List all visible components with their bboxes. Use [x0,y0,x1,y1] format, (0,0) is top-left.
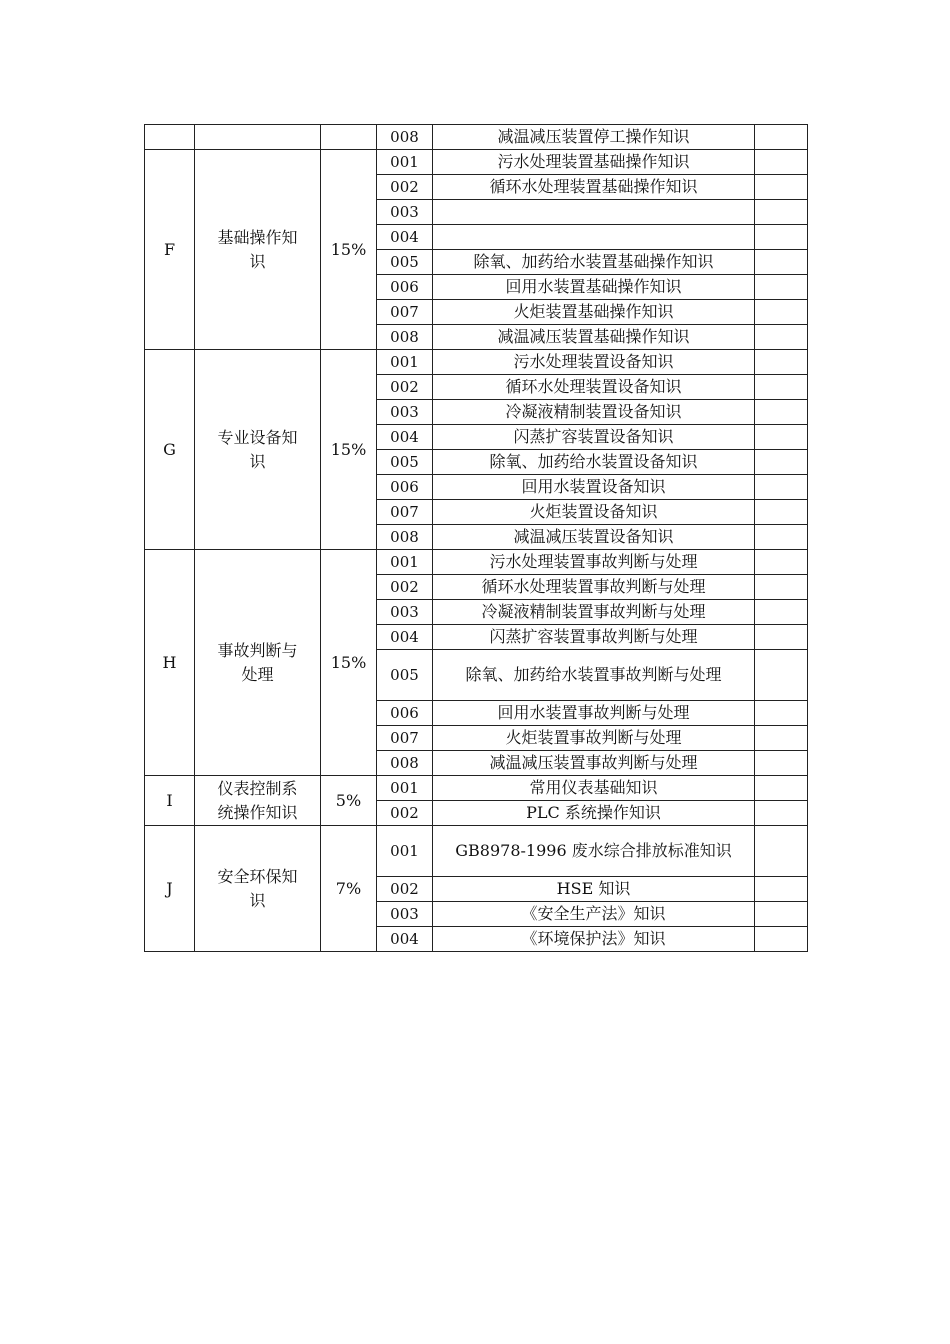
blank-cell [755,877,808,902]
item-code: 008 [377,325,433,350]
table-row [145,550,808,575]
group-weight: 15% [321,550,377,776]
item-content: 循环水处理装置事故判断与处理 [433,575,755,600]
item-content: GB8978-1996 废水综合排放标准知识 [433,826,755,877]
item-code: 004 [377,225,433,250]
blank-cell [755,225,808,250]
blank-cell [755,350,808,375]
item-code: 007 [377,726,433,751]
item-code: 006 [377,475,433,500]
item-code: 005 [377,250,433,275]
item-code: 001 [377,150,433,175]
name-cell [195,125,321,150]
blank-cell [755,751,808,776]
item-content: 冷凝液精制装置设备知识 [433,400,755,425]
item-content: 火炬装置设备知识 [433,500,755,525]
group-weight: 15% [321,350,377,550]
item-content [433,225,755,250]
item-content: 冷凝液精制装置事故判断与处理 [433,600,755,625]
item-content: 闪蒸扩容装置事故判断与处理 [433,625,755,650]
group-weight: 7% [321,826,377,952]
item-content: 循环水处理装置基础操作知识 [433,175,755,200]
group-weight: 5% [321,776,377,826]
blank-cell [755,550,808,575]
item-code: 002 [377,801,433,826]
item-content: 除氧、加药给水装置基础操作知识 [433,250,755,275]
item-code: 001 [377,550,433,575]
group-weight: 15% [321,150,377,350]
group-name: 安全环保知识 [195,826,321,952]
table-row [145,776,808,801]
blank-cell [755,150,808,175]
letter-cell [145,125,195,150]
blank-cell [755,525,808,550]
table-row [145,350,808,375]
item-content: 循环水处理装置设备知识 [433,375,755,400]
blank-cell [755,325,808,350]
item-code: 003 [377,600,433,625]
item-code: 007 [377,300,433,325]
item-code: 003 [377,200,433,225]
item-content: 减温减压装置基础操作知识 [433,325,755,350]
group-name: 专业设备知识 [195,350,321,550]
item-code: 002 [377,175,433,200]
item-code: 007 [377,500,433,525]
blank-cell [755,175,808,200]
blank-cell [755,726,808,751]
item-content: HSE 知识 [433,877,755,902]
blank-cell [755,902,808,927]
item-content: 常用仪表基础知识 [433,776,755,801]
group-letter: J [145,826,195,952]
item-content: 火炬装置事故判断与处理 [433,726,755,751]
table-row [145,150,808,175]
table-body [145,125,808,952]
knowledge-table [144,124,808,952]
item-content: 污水处理装置事故判断与处理 [433,550,755,575]
item-content: 闪蒸扩容装置设备知识 [433,425,755,450]
item-content: 减温减压装置事故判断与处理 [433,751,755,776]
blank-cell [755,250,808,275]
item-content: 回用水装置设备知识 [433,475,755,500]
item-content [433,200,755,225]
blank-cell [755,200,808,225]
item-code: 004 [377,425,433,450]
item-code: 008 [377,751,433,776]
group-letter: I [145,776,195,826]
blank-cell [755,650,808,701]
item-code: 002 [377,375,433,400]
item-code: 006 [377,701,433,726]
blank-cell [755,801,808,826]
item-code: 002 [377,877,433,902]
item-content: 回用水装置基础操作知识 [433,275,755,300]
item-content: 《环境保护法》知识 [433,927,755,952]
item-content: 减温减压装置设备知识 [433,525,755,550]
table-row [145,125,808,150]
item-code: 004 [377,927,433,952]
group-name: 仪表控制系统操作知识 [195,776,321,826]
blank-cell [755,275,808,300]
item-content: 除氧、加药给水装置设备知识 [433,450,755,475]
item-code: 001 [377,826,433,877]
item-content: 《安全生产法》知识 [433,902,755,927]
item-content: 污水处理装置设备知识 [433,350,755,375]
item-content: 除氧、加药给水装置事故判断与处理 [433,650,755,701]
item-content: 火炬装置基础操作知识 [433,300,755,325]
blank-cell [755,400,808,425]
item-content: 减温减压装置停工操作知识 [433,125,755,150]
item-code: 008 [377,525,433,550]
group-name: 基础操作知识 [195,150,321,350]
blank-cell [755,600,808,625]
group-letter: H [145,550,195,776]
blank-cell [755,500,808,525]
blank-cell [755,300,808,325]
table-row [145,826,808,877]
item-code: 003 [377,400,433,425]
blank-cell [755,776,808,801]
item-code: 006 [377,275,433,300]
blank-cell [755,927,808,952]
blank-cell [755,450,808,475]
blank-cell [755,701,808,726]
item-code: 003 [377,902,433,927]
blank-cell [755,125,808,150]
item-code: 001 [377,350,433,375]
item-content: 污水处理装置基础操作知识 [433,150,755,175]
group-letter: G [145,350,195,550]
group-name: 事故判断与处理 [195,550,321,776]
item-code: 005 [377,450,433,475]
item-code: 004 [377,625,433,650]
item-content: 回用水装置事故判断与处理 [433,701,755,726]
blank-cell [755,375,808,400]
item-code: 005 [377,650,433,701]
blank-cell [755,575,808,600]
blank-cell [755,475,808,500]
item-code: 002 [377,575,433,600]
item-content: PLC 系统操作知识 [433,801,755,826]
group-letter: F [145,150,195,350]
blank-cell [755,826,808,877]
item-code: 001 [377,776,433,801]
blank-cell [755,425,808,450]
blank-cell [755,625,808,650]
item-code: 008 [377,125,433,150]
weight-cell [321,125,377,150]
